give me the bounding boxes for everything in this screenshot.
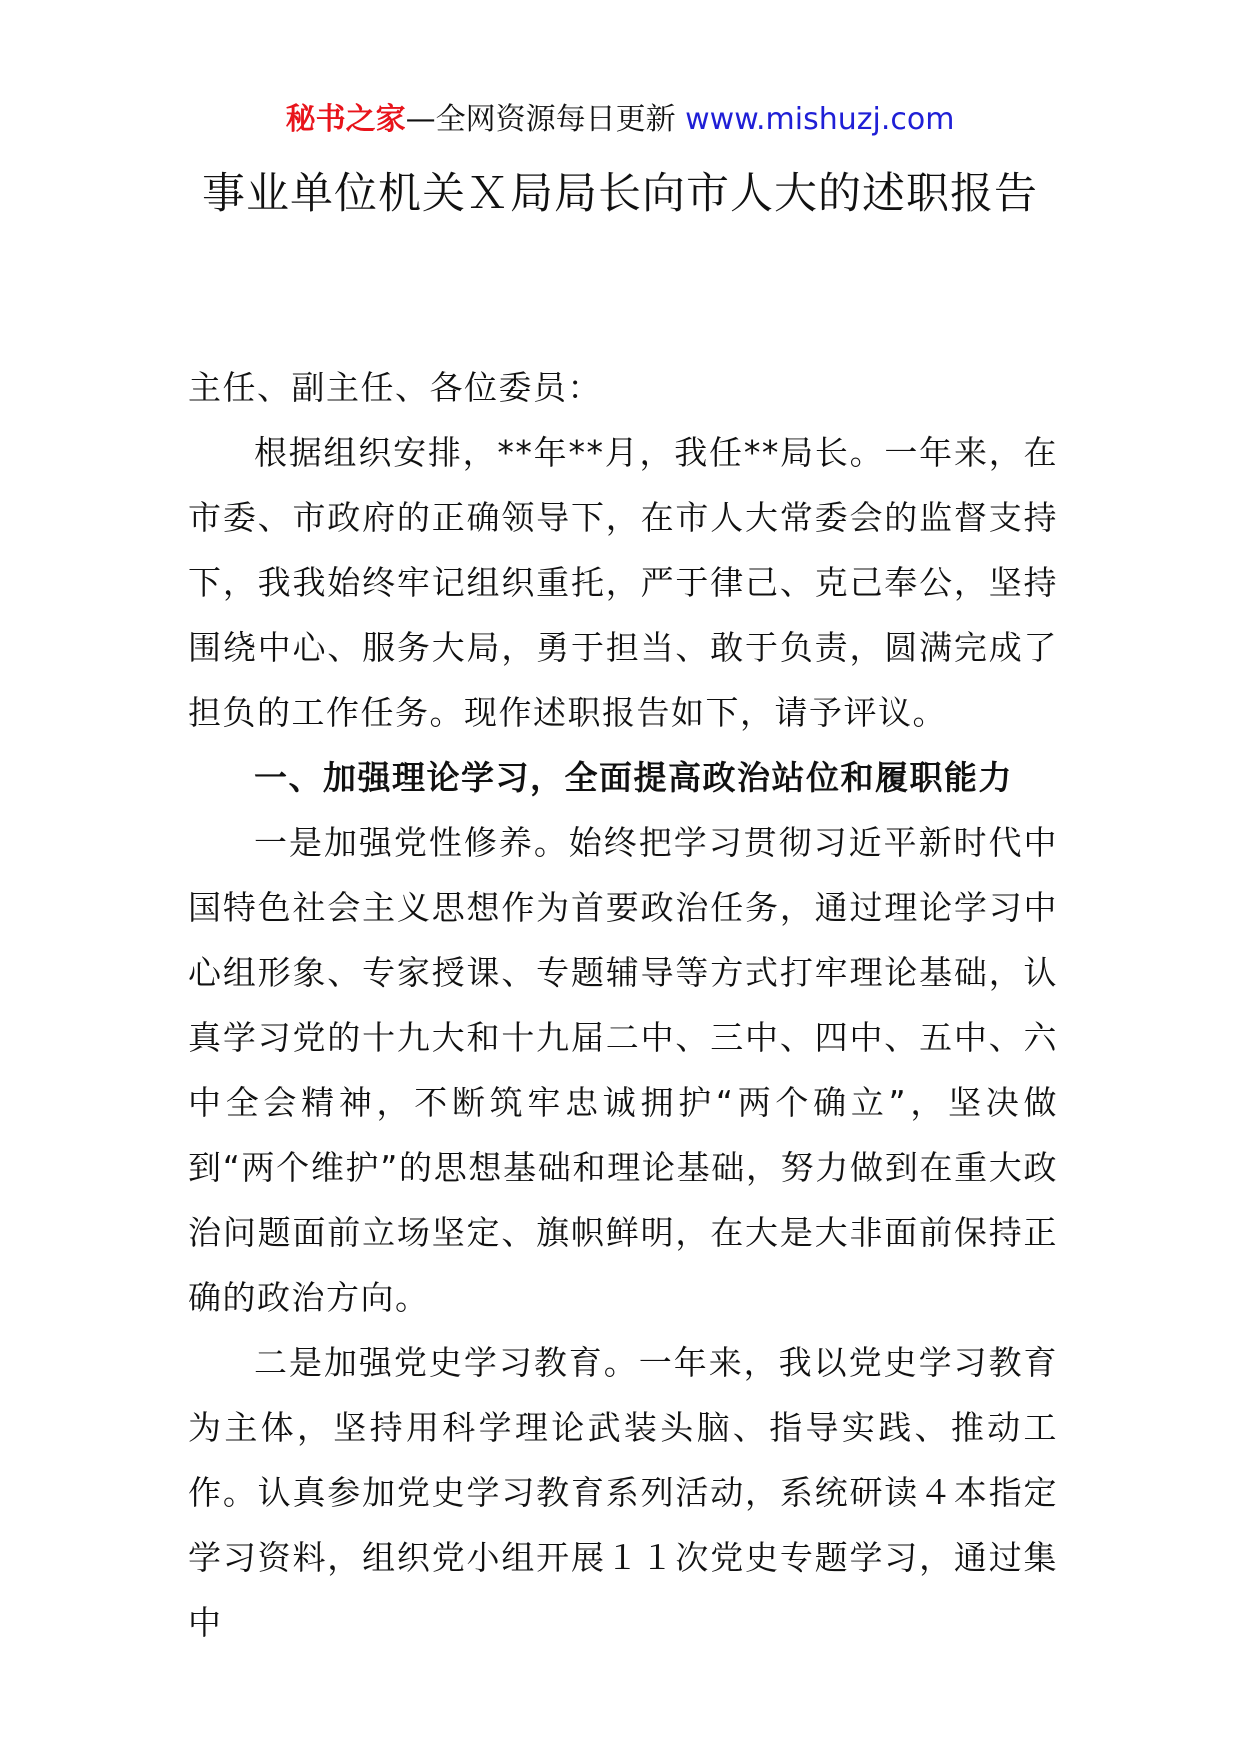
website-link[interactable]: www.mishuzj.com bbox=[685, 102, 955, 137]
paragraph-party-spirit: 一是加强党性修养。始终把学习贯彻习近平新时代中国特色社会主义思想作为首要政治任务，通过理论学习中心组形象、专家授课、专题辅导等方式打牢理论基础，认真学习党的十九大和十九届二中、三中、四中、五中、六中全会精神，不断筑牢忠诚拥护“两个确立”，坚决做到“两个维护”的思想基础和理论基础，努力做到在重大政治问题面前立场坚定、旗帜鲜明，在大是大非面前保持正确的政治方向。 bbox=[188, 823, 1058, 1317]
paragraph-party-history: 二是加强党史学习教育。一年来，我以党史学习教育为主体，坚持用科学理论武装头脑、指导实践、推动工作。认真参加党史学习教育系列活动，系统研读４本指定学习资料，组织党小组开展１１次党史专题学习，通过集中 bbox=[188, 1343, 1058, 1642]
brand-name: 秘书之家 bbox=[285, 102, 406, 137]
document-title: 事业单位机关Ｘ局局长向市人大的述职报告 bbox=[202, 169, 1038, 219]
salutation: 主任、副主任、各位委员： bbox=[188, 368, 602, 407]
section-heading-1: 一、加强理论学习，全面提高政治站位和履职能力 bbox=[254, 758, 1013, 797]
paragraph-intro: 根据组织安排，**年**月，我任**局长。一年来，在市委、市政府的正确领导下，在市人大常委会的监督支持下，我我始终牢记组织重托，严于律己、克己奉公，坚持围绕中心、服务大局，勇于担当、敢于负责，圆满完成了担负的工作任务。现作述职报告如下，请予评议。 bbox=[188, 433, 1058, 732]
header-slogan: —全网资源每日更新 bbox=[405, 102, 676, 137]
document-body bbox=[188, 355, 1058, 1655]
page-header bbox=[0, 100, 1240, 140]
